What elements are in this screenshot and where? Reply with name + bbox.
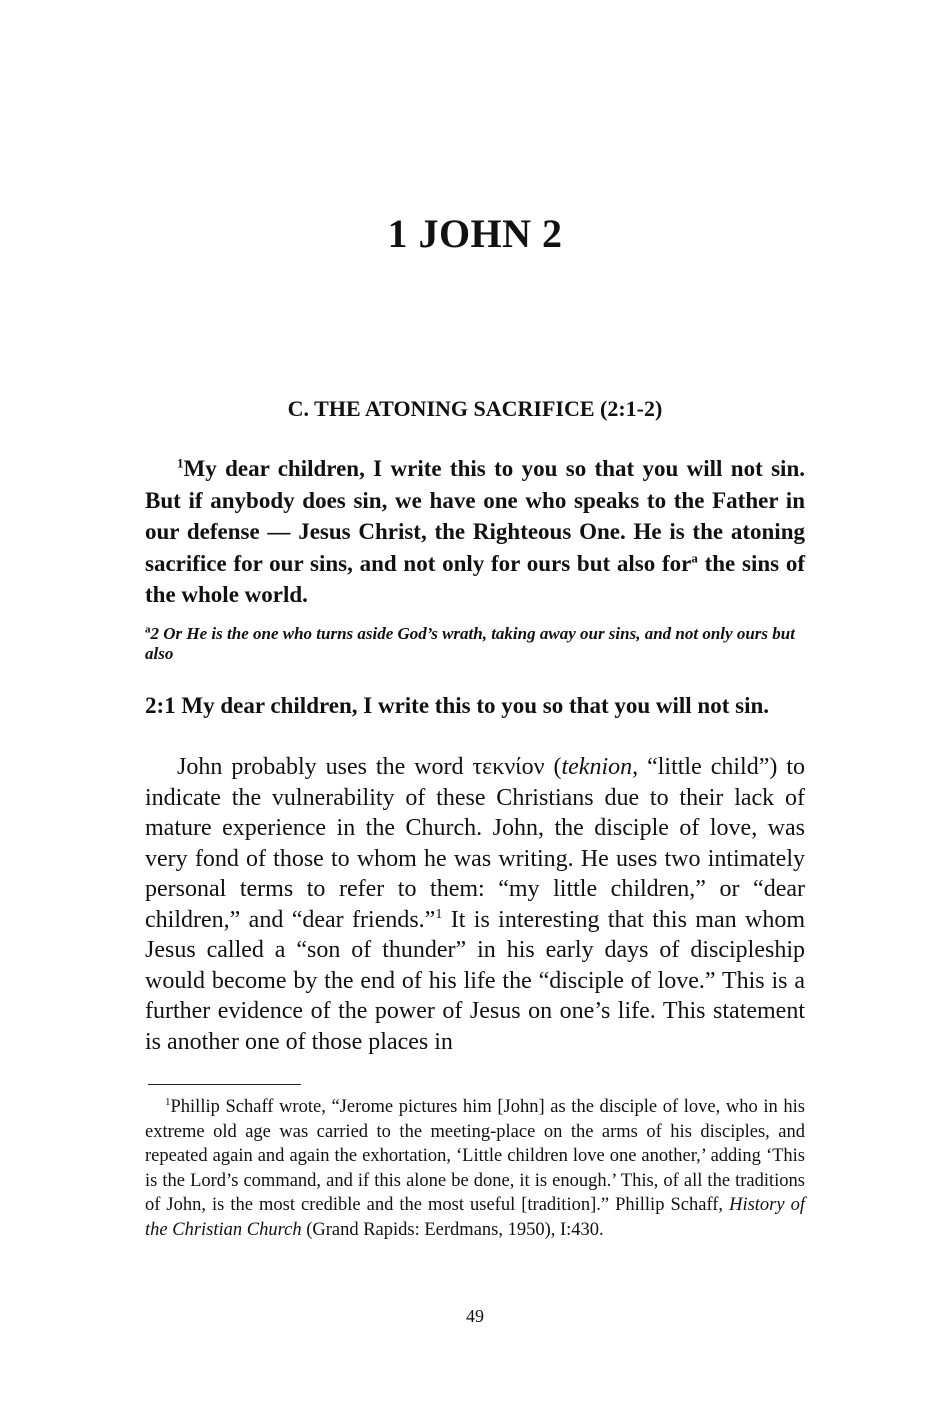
scripture-text: My dear children, I write this to you so that you will not sin. But if anybody does sin, we have one who speaks to the Father in our defense — Jesus Christ, the Righteous One. He is the atoning sacrifice for our sins, and not only for ours but also for [145,456,805,576]
verse-number: 1 [177,455,184,471]
commentary-paragraph [145,752,805,1057]
textual-note-reference: 2 Or [150,624,187,643]
textual-note-label: a [145,623,151,636]
section-heading: C. THE ATONING SACRIFICE (2:1-2) [287,396,663,421]
commentary-text: It is interesting that this man whom Jesus called a “son of thunder” in his early days of discipleship would become by the end of his life the “disciple of love.” This is a further evidence of the power of Jesus on one’s life. This statement is another one of those places in [145,906,805,1055]
greek-word: τεκνίον [472,754,545,780]
footnote-book-title: History of the Christian Church [145,1195,805,1240]
commentary-text: , “little child”) to indicate the vulnerability of these Christians due to their lack of mature experience in the Church. John, the disciple of love, was very fond of those to whom he was writing. He uses two intimately personal terms to refer to them: “my little children,” or “dear children,” and “dear friends.” [145,754,805,933]
page-number: 49 [466,1306,484,1326]
textual-note-text: He is the one who turns aside God’s wrath, taking away our sins, and not only ours but also [145,624,795,663]
footnote [145,1095,805,1242]
transliteration: teknion [561,754,633,780]
textual-note-marker: a [691,549,698,565]
commentary-text: ( [544,754,562,780]
footnote-number: 1 [165,1095,171,1108]
scripture-passage [145,453,805,611]
textual-note [145,624,805,664]
verse-heading: 2:1 My dear children, I write this to you so that you will not sin. [145,693,770,718]
footnote-divider [148,1084,301,1085]
chapter-title: 1 JOHN 2 [387,211,563,256]
footnote-reference: 1 [435,906,443,922]
scripture-text-end: the sins of the whole world. [145,550,805,607]
footnote-text: Phillip Schaff wrote, “Jerome pictures him [John] as the disciple of love, who in his extreme old age was carried to the meeting-place on the arms of his disciples, and repeated again and again the exhortation, ‘Little children love one another,’ adding ‘This is the Lord’s command, and if this alone be done, it is enough.’ This, of all the traditions of John, is the most credible and the most useful [tradition].” Phillip Schaff, [145,1097,805,1215]
commentary-text: John probably uses the word [177,754,473,780]
footnote-citation: (Grand Rapids: Eerdmans, 1950), I:430. [301,1219,604,1240]
